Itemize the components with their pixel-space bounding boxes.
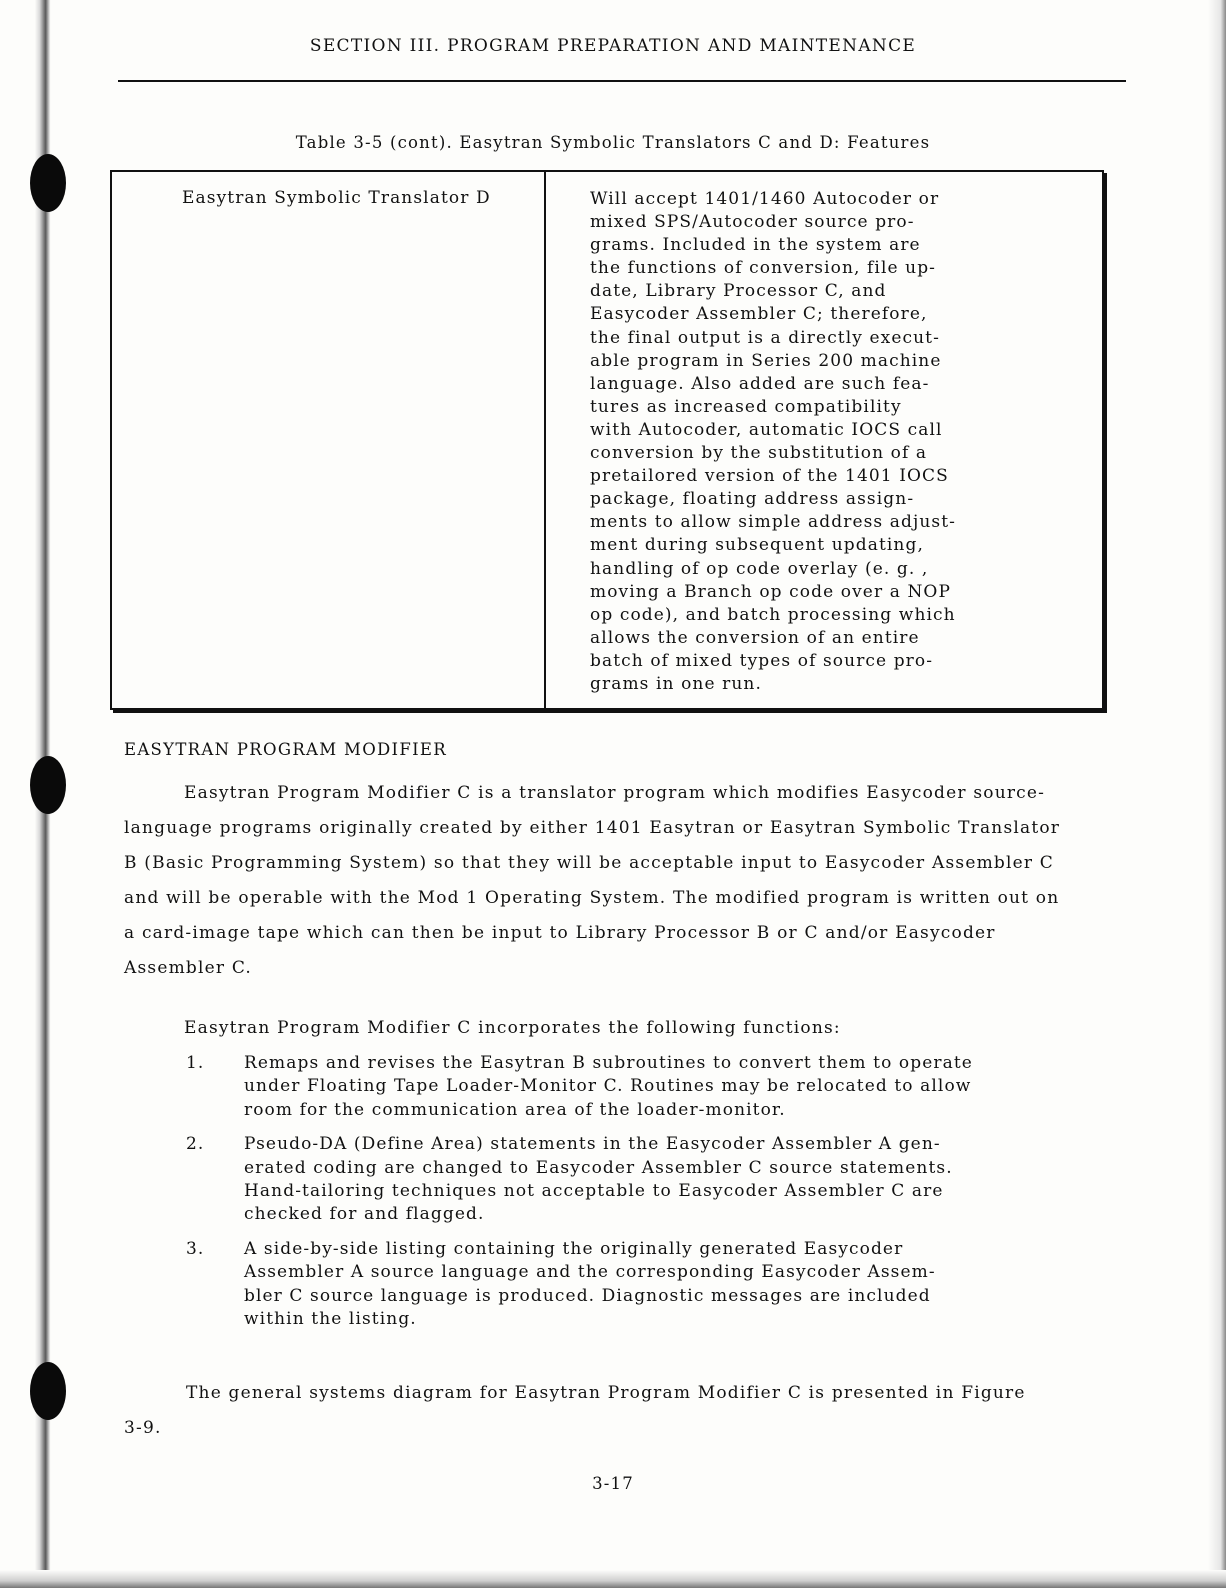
- item-line: erated coding are changed to Easycoder Assembler C source statements.: [244, 1157, 953, 1178]
- translator-name: Easytran Symbolic Translator D: [182, 188, 491, 208]
- list-item: [186, 1238, 1086, 1332]
- description-line: Easycoder Assembler C; therefore,: [590, 304, 928, 325]
- description-line: grams. Included in the system are: [590, 235, 921, 256]
- description-line: ment during subsequent updating,: [590, 535, 924, 556]
- description-line: with Autocoder, automatic IOCS call: [590, 419, 943, 440]
- table-cell-name: [112, 172, 546, 708]
- list-intro: Easytran Program Modifier C incorporates the following functions:: [184, 1018, 841, 1038]
- scan-edge-right: [1208, 0, 1226, 1588]
- item-number: 3.: [186, 1238, 205, 1259]
- features-table: [110, 170, 1104, 710]
- section-heading: EASYTRAN PROGRAM MODIFIER: [124, 740, 447, 759]
- item-line: under Floating Tape Loader-Monitor C. Routines may be relocated to allow: [244, 1076, 972, 1097]
- table-cell-description: [546, 172, 1102, 708]
- function-list: [186, 1052, 1086, 1342]
- description-line: tures as increased compatibility: [590, 396, 902, 417]
- description-line: date, Library Processor C, and: [590, 281, 887, 302]
- description-line: mixed SPS/Autocoder source pro-: [590, 212, 915, 233]
- description-line: able program in Series 200 machine: [590, 350, 942, 371]
- description-line: language. Also added are such fea-: [590, 373, 930, 394]
- closing-line: 3-9.: [124, 1418, 162, 1438]
- description-line: ments to allow simple address adjust-: [590, 512, 956, 533]
- paragraph-line: a card-image tape which can then be input to Library Processor B or C and/or Easycoder: [124, 922, 996, 943]
- description-line: package, floating address assign-: [590, 489, 915, 510]
- page-number: 3-17: [592, 1474, 634, 1493]
- item-line: within the listing.: [244, 1309, 417, 1330]
- punch-hole-bottom: [30, 1362, 66, 1420]
- item-line: Assembler A source language and the corresponding Easycoder Assem-: [244, 1262, 936, 1283]
- description-line: allows the conversion of an entire: [590, 627, 920, 648]
- description-line: pretailored version of the 1401 IOCS: [590, 466, 949, 487]
- description-line: the functions of conversion, file up-: [590, 258, 937, 279]
- description-line: batch of mixed types of source pro-: [590, 650, 934, 671]
- item-line: Hand-tailoring techniques not acceptable to Easycoder Assembler C are: [244, 1181, 944, 1202]
- item-line: checked for and flagged.: [244, 1204, 485, 1225]
- paragraph-line: and will be operable with the Mod 1 Operating System. The modified program is written out on: [124, 887, 1060, 908]
- paragraph-line: Assembler C.: [124, 957, 253, 978]
- paragraph-line: B (Basic Programming System) so that they will be acceptable input to Easycoder Assembler C: [124, 852, 1055, 873]
- punch-hole-top: [30, 154, 66, 212]
- item-line: A side-by-side listing containing the originally generated Easycoder: [244, 1238, 904, 1259]
- item-line: room for the communication area of the loader-monitor.: [244, 1099, 786, 1120]
- description-line: op code), and batch processing which: [590, 604, 956, 625]
- description-line: conversion by the substitution of a: [590, 443, 928, 464]
- header-rule: [118, 80, 1126, 82]
- description-line: grams in one run.: [590, 673, 762, 694]
- list-item: [186, 1052, 1086, 1122]
- item-number: 2.: [186, 1134, 205, 1155]
- item-line: Remaps and revises the Easytran B subroutines to convert them to operate: [244, 1053, 973, 1073]
- punch-hole-middle: [30, 756, 66, 814]
- item-line: Pseudo-DA (Define Area) statements in the Easycoder Assembler A gen-: [244, 1134, 941, 1155]
- scan-edge-bottom: [0, 1570, 1226, 1588]
- page-header: SECTION III. PROGRAM PREPARATION AND MAINTENANCE: [309, 36, 917, 56]
- closing-paragraph: [124, 1376, 1104, 1446]
- description-line: the final output is a directly execut-: [590, 327, 940, 348]
- paragraph-line: Easytran Program Modifier C is a translator program which modifies Easycoder source-: [184, 783, 1046, 803]
- body-paragraph: [124, 776, 1104, 985]
- item-line: bler C source language is produced. Diagnostic messages are included: [244, 1285, 931, 1306]
- description-line: moving a Branch op code over a NOP: [590, 581, 951, 602]
- closing-line: The general systems diagram for Easytran Program Modifier C is presented in Figure: [186, 1383, 1026, 1403]
- table-caption: Table 3-5 (cont). Easytran Symbolic Translators C and D: Features: [295, 133, 931, 152]
- paragraph-line: language programs originally created by either 1401 Easytran or Easytran Symbolic Translator: [124, 817, 1061, 838]
- list-item: [186, 1133, 1086, 1227]
- item-number: 1.: [186, 1053, 205, 1073]
- description-line: handling of op code overlay (e. g. ,: [590, 558, 929, 579]
- description-line: Will accept 1401/1460 Autocoder or: [590, 189, 940, 209]
